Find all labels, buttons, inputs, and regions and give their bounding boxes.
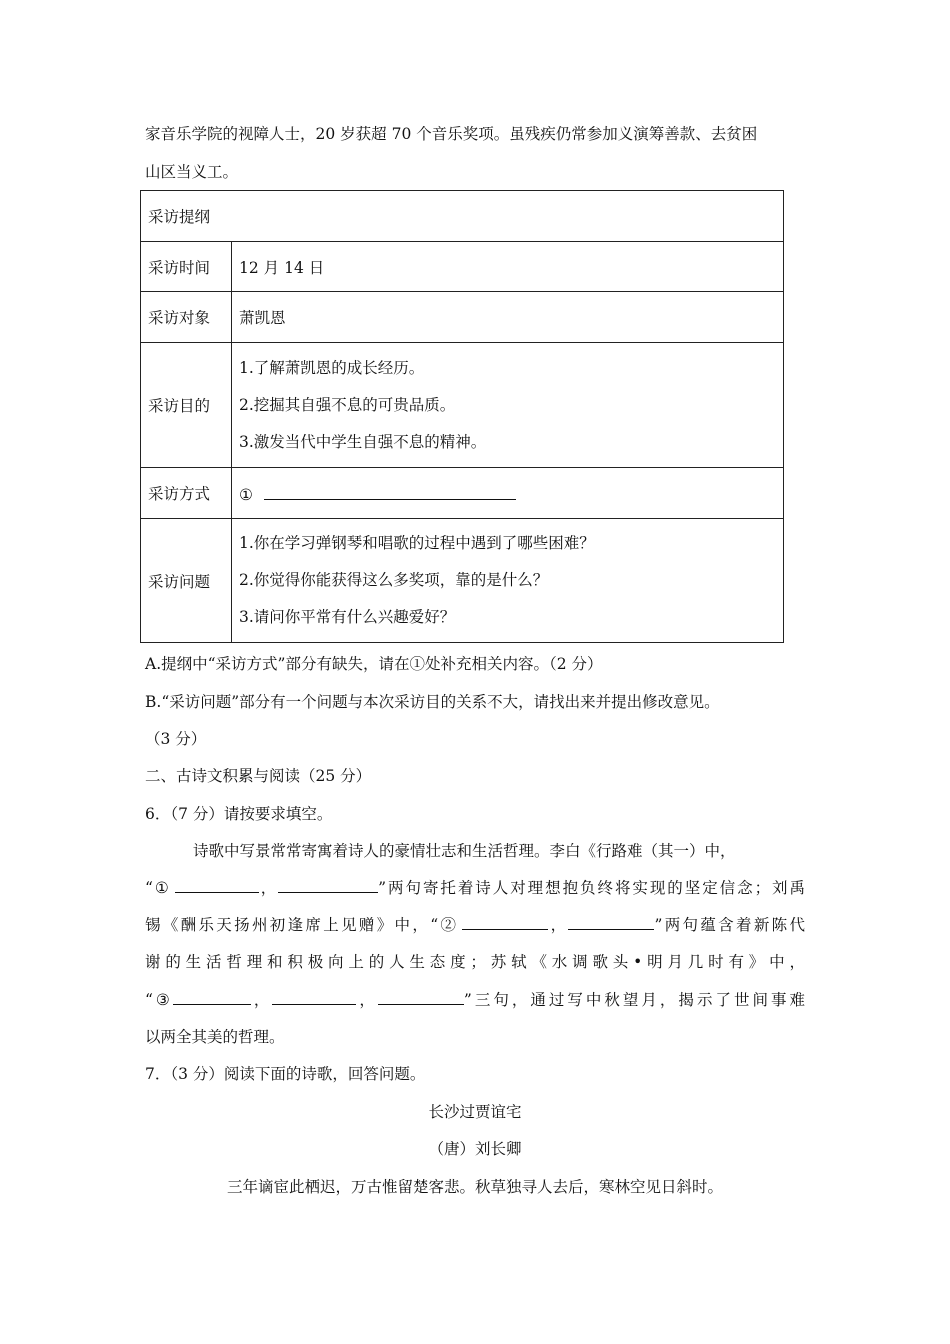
answer-blank-2a[interactable]	[462, 913, 548, 930]
time-value: 12 月 14 日	[232, 242, 784, 292]
questions-label: 采访问题	[141, 519, 232, 643]
poem-line: 三年谪宦此栖迟，万古惟留楚客悲。秋草独寻人去后，寒林空见日斜时。	[226, 1178, 723, 1196]
method-blank[interactable]	[264, 483, 516, 500]
poem-author: （唐）刘长卿	[428, 1140, 522, 1158]
question-item: 2.你觉得你能获得这么多奖项，靠的是什么？	[239, 571, 549, 589]
question-b-line-1: B.“采访问题”部分有一个问题与本次采访目的关系不大，请找出来并提出修改意见。	[145, 693, 720, 711]
q6-line-5	[145, 988, 805, 1010]
q6-line-1: 诗歌中写景常常寄寓着诗人的豪情壮志和生活哲理。李白《行路难（其一）中，	[193, 842, 736, 860]
method-marker: ①	[239, 485, 253, 504]
q6-line-3	[145, 913, 805, 935]
q6-line-4: 谢的生活哲理和积极向上的人生态度；苏轼《水调歌头•明月几时有》中，	[145, 953, 805, 971]
questions-list	[232, 519, 784, 643]
answer-blank-1a[interactable]	[175, 876, 259, 893]
poem-title: 长沙过贾谊宅	[428, 1103, 522, 1121]
answer-blank-3b[interactable]	[272, 988, 356, 1005]
question-item: 1.你在学习弹钢琴和唱歌的过程中遇到了哪些困难？	[239, 534, 595, 552]
answer-blank-3a[interactable]	[173, 988, 251, 1005]
blank-marker-1: “①	[145, 879, 171, 897]
intro-line-2: 山区当义工。	[145, 163, 239, 181]
q7-heading: 7．（3 分）阅读下面的诗歌，回答问题。	[145, 1065, 426, 1083]
purpose-list	[232, 343, 784, 468]
purpose-item: 3.激发当代中学生自强不息的精神。	[239, 432, 487, 451]
subject-value: 萧凯恩	[232, 292, 784, 343]
q6-line-5-text: ”三句，通过写中秋望月，揭示了世间事难	[463, 991, 805, 1009]
comma: ，	[548, 916, 569, 934]
q6-line-6: 以两全其美的哲理。	[145, 1028, 285, 1046]
purpose-label: 采访目的	[141, 343, 232, 468]
q6-heading: 6．（7 分）请按要求填空。	[145, 805, 333, 823]
time-label: 采访时间	[141, 242, 232, 292]
question-b-line-2: （3 分）	[145, 730, 207, 748]
interview-outline-table	[140, 190, 784, 643]
question-a: A.提纲中“采访方式”部分有缺失，请在①处补充相关内容。（2 分）	[145, 655, 603, 673]
q6-line-3-text-b: ”两句蕴含着新陈代	[654, 916, 805, 934]
outline-title: 采访提纲	[141, 191, 784, 242]
answer-blank-2b[interactable]	[568, 913, 654, 930]
method-cell	[232, 468, 784, 519]
answer-blank-3c[interactable]	[378, 988, 464, 1005]
purpose-item: 1.了解萧凯恩的成长经历。	[239, 358, 425, 377]
question-item: 3.请问你平常有什么兴趣爱好？	[239, 608, 456, 626]
q6-line-2	[145, 876, 805, 898]
intro-line-1: 家音乐学院的视障人士，20 岁获超 70 个音乐奖项。虽残疾仍常参加义演筹善款、去贫困	[145, 125, 758, 143]
comma: ，	[258, 879, 279, 897]
method-label: 采访方式	[141, 468, 232, 519]
blank-marker-3: “③	[145, 991, 173, 1009]
comma: ，	[250, 991, 273, 1009]
purpose-item: 2.挖掘其自强不息的可贵品质。	[239, 395, 456, 414]
answer-blank-1b[interactable]	[278, 876, 378, 893]
subject-label: 采访对象	[141, 292, 232, 343]
q6-line-3-text-a: 锡《酬乐天扬州初逢席上见赠》中，“②	[145, 916, 459, 934]
q6-line-2-text: ”两句寄托着诗人对理想抱负终将实现的坚定信念；刘禹	[378, 879, 805, 897]
section-2-heading: 二、古诗文积累与阅读（25 分）	[145, 767, 372, 785]
comma: ，	[356, 991, 378, 1009]
